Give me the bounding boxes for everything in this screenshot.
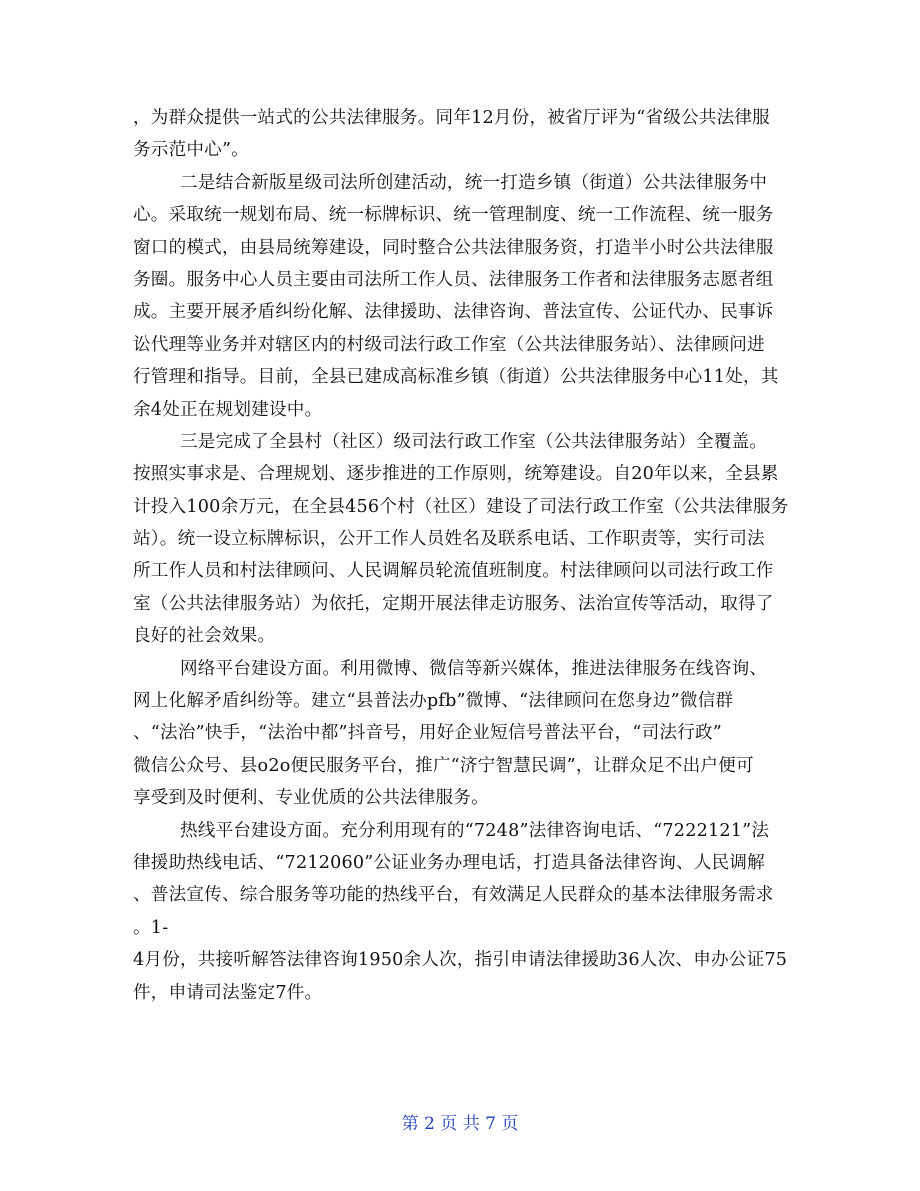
paragraph	[133, 653, 793, 815]
text-line: 件，申请司法鉴定7件。	[133, 982, 323, 1003]
text-line: 按照实事求是、合理规划、逐步推进的工作原则，统筹建设。自20年以来，全县累	[133, 464, 779, 485]
paragraph	[133, 944, 793, 1009]
text-line: 成。主要开展矛盾纠纷化解、法律援助、法律咨询、普法宣传、公证代办、民事诉	[133, 302, 774, 323]
text-line: 余4处正在规划建设中。	[133, 399, 323, 420]
text-line: 、“法治”快手，“法治中都”抖音号，用好企业短信号普法平台，“司法行政”	[133, 723, 722, 744]
text-line: 心。采取统一规划布局、统一标牌标识、统一管理制度、统一工作流程、统一服务	[133, 205, 774, 226]
text-line: 务示范中心”。	[133, 140, 249, 161]
text-line: 窗口的模式，由县局统筹建设，同时整合公共法律服务资，打造半小时公共法律服	[133, 237, 774, 258]
text-line: 微信公众号、县o2o便民服务平台，推广“济宁智慧民调”，让群众足不出户便可	[133, 755, 754, 776]
text-line: 网络平台建设方面。利用微博、微信等新兴媒体，推进法律服务在线咨询、	[180, 658, 768, 679]
text-line: 计投入100余万元，在全县456个村（社区）建设了司法行政工作室（公共法律服务	[133, 496, 789, 517]
text-line: 所工作人员和村法律顾问、人民调解员轮流值班制度。村法律顾问以司法行政工作	[133, 561, 774, 582]
document-body	[133, 102, 793, 1009]
paragraph	[133, 102, 793, 167]
text-line: 、普法宣传、综合服务等功能的热线平台，有效满足人民群众的基本法律服务需求	[133, 885, 774, 906]
page-number-footer: 第 2 页 共 7 页	[401, 1114, 519, 1134]
paragraph	[133, 815, 793, 945]
text-line: 4月份，共接听解答法律咨询1950余人次，指引申请法律援助36人次、申办公证75	[133, 950, 788, 971]
text-line: 二是结合新版星级司法所创建活动，统一打造乡镇（街道）公共法律服务中	[180, 172, 768, 193]
text-line: 。1-	[133, 917, 169, 938]
paragraph	[133, 167, 793, 426]
text-line: 三是完成了全县村（社区）级司法行政工作室（公共法律服务站）全覆盖。	[180, 431, 768, 452]
text-line: 行管理和指导。目前，全县已建成高标准乡镇（街道）公共法律服务中心11处，其	[133, 367, 779, 388]
text-line: 享受到及时便利、专业优质的公共法律服务。	[133, 788, 489, 809]
text-line: 站）。统一设立标牌标识，公开工作人员姓名及联系电话、工作职责等，实行司法	[133, 529, 765, 550]
text-line: 律援助热线电话、“7212060”公证业务办理电话，打造具备法律咨询、人民调解	[133, 852, 765, 873]
text-line: 讼代理等业务并对辖区内的村级司法行政工作室（公共法律服务站）、法律顾问进	[133, 334, 765, 355]
text-line: ，为群众提供一站式的公共法律服务。同年12月份，被省厅评为“省级公共法律服	[133, 108, 770, 128]
text-line: 务圈。服务中心人员主要由司法所工作人员、法律服务工作者和法律服务志愿者组	[133, 269, 774, 290]
text-line: 热线平台建设方面。充分利用现有的“7248”法律咨询电话、“7222121”法	[180, 820, 770, 841]
paragraph	[133, 426, 793, 653]
text-line: 室（公共法律服务站）为依托，定期开展法律走访服务、法治宣传等活动，取得了	[133, 593, 774, 614]
text-line: 网上化解矛盾纠纷等。建立“县普法办pfb”微博、“法律顾问在您身边”微信群	[133, 691, 734, 712]
text-line: 良好的社会效果。	[133, 626, 276, 647]
